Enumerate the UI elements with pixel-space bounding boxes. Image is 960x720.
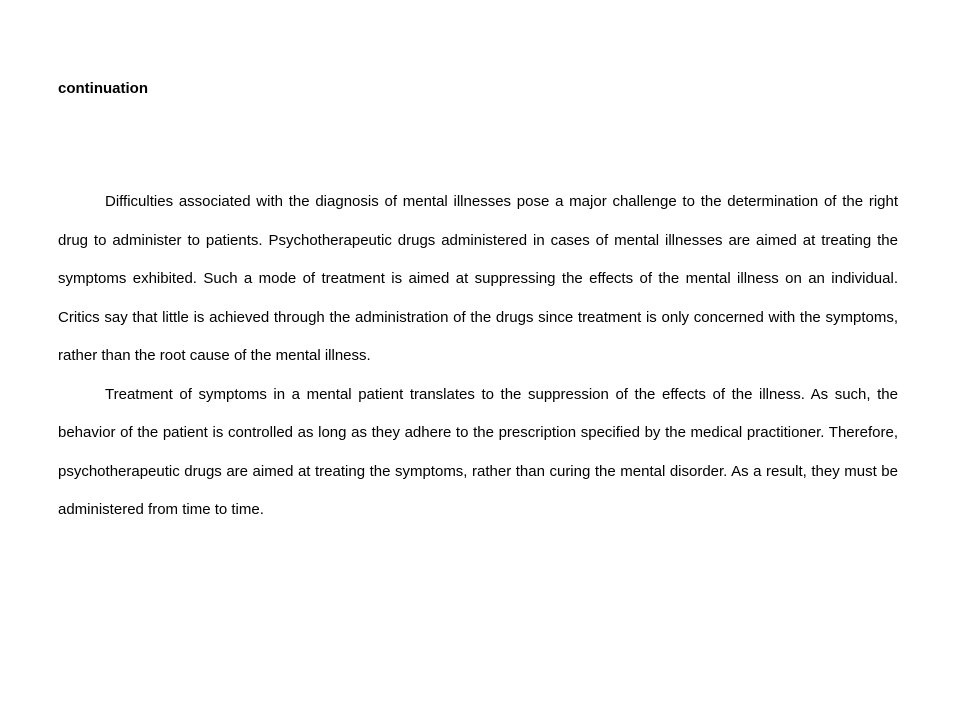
paragraph-1: Difficulties associated with the diagnosis of mental illnesses pose a major challenge to the determination of the right drug to administer to patients. Psychotherapeutic drugs administered in cases of mental illnesses are aimed at treating the symptoms exhibited. Such a mode of treatment is aimed at suppressing the effects of the mental illness on an individual. Critics say that little is achieved through the administration of the drugs since treatment is only concerned with the symptoms, rather than the root cause of the mental illness. bbox=[58, 193, 898, 364]
page-heading: continuation bbox=[58, 80, 148, 97]
paragraph-2: Treatment of symptoms in a mental patient translates to the suppression of the effects of the illness. As such, the behavior of the patient is controlled as long as they adhere to the prescription specified by the medical practitioner. Therefore, psychotherapeutic drugs are aimed at treating the symptoms, rather than curing the mental disorder. As a result, they must be administered from time to time. bbox=[58, 385, 898, 518]
body-text bbox=[58, 183, 898, 530]
